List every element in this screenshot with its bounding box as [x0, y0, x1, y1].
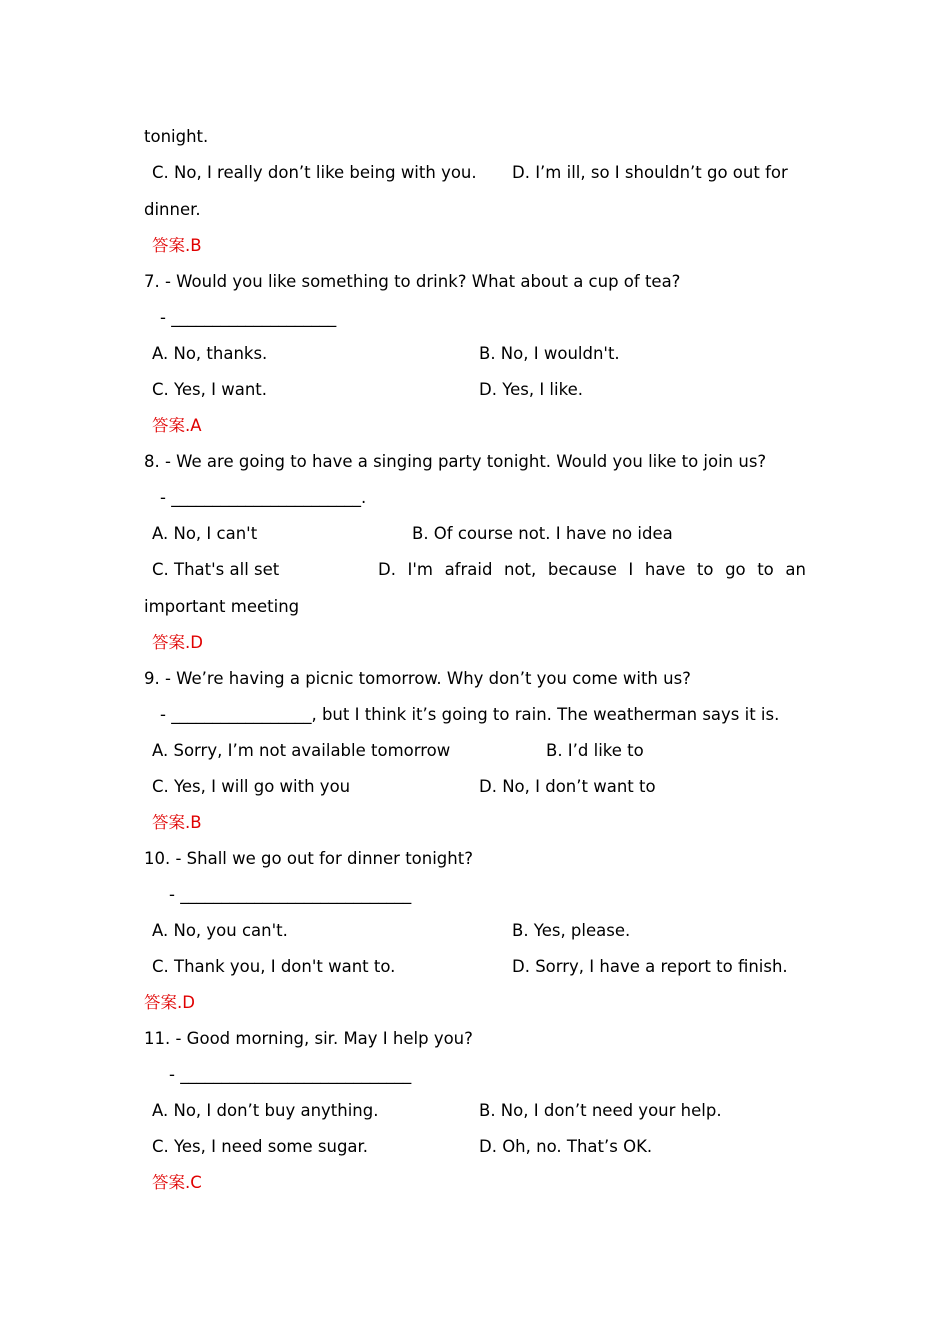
q8-option-c: C. That's all set [152, 560, 280, 579]
q9-answer: 答案.B [152, 813, 202, 832]
q9-option-b: B. I’d like to [546, 741, 644, 760]
q10-blank: - ____________________________ [169, 885, 412, 904]
q8-option-d-word: I [628, 560, 634, 579]
q7-option-a: A. No, thanks. [152, 344, 268, 363]
q8-option-d-word: have [644, 560, 686, 579]
q8-option-d-word: afraid [444, 560, 493, 579]
q11-option-c: C. Yes, I need some sugar. [152, 1137, 369, 1156]
q7-option-b: B. No, I wouldn't. [479, 344, 620, 363]
q8-option-d-word: to [696, 560, 714, 579]
q10-option-c: C. Thank you, I don't want to. [152, 957, 396, 976]
q10-answer: 答案.D [144, 993, 195, 1012]
q8-option-d-continuation: important meeting [144, 597, 300, 616]
q11-option-d: D. Oh, no. That’s OK. [479, 1137, 653, 1156]
q8-option-b: B. Of course not. I have no idea [412, 524, 673, 543]
q7-blank: - ____________________ [160, 308, 337, 327]
q8-option-d-word: because [547, 560, 617, 579]
q6-answer: 答案.B [152, 236, 202, 255]
q8-option-d [378, 560, 806, 580]
q7-question: 7. - Would you like something to drink? What about a cup of tea? [144, 272, 681, 291]
q9-question: 9. - We’re having a picnic tomorrow. Why don’t you come with us? [144, 669, 691, 688]
q11-blank: - ____________________________ [169, 1065, 412, 1084]
q10-option-a: A. No, you can't. [152, 921, 288, 940]
q6-option-c: C. No, I really don’t like being with you. [152, 163, 477, 182]
q10-option-b: B. Yes, please. [512, 921, 631, 940]
q7-option-d: D. Yes, I like. [479, 380, 583, 399]
q11-answer: 答案.C [152, 1173, 202, 1192]
q8-option-d-word: an [785, 560, 806, 579]
q8-option-d-word: to [757, 560, 774, 579]
q8-question: 8. - We are going to have a singing party tonight. Would you like to join us? [144, 452, 767, 471]
q8-option-d-word: go [725, 560, 746, 579]
q8-option-a: A. No, I can't [152, 524, 258, 543]
q6-option-d: D. I’m ill, so I shouldn’t go out for [512, 163, 788, 182]
q11-option-b: B. No, I don’t need your help. [479, 1101, 722, 1120]
q8-answer: 答案.D [152, 633, 203, 652]
q6-option-d-continuation: dinner. [144, 200, 201, 219]
q9-blank: - _________________, but I think it’s going to rain. The weatherman says it is. [160, 705, 780, 724]
q6-continuation: tonight. [144, 127, 209, 146]
q8-option-d-word: I'm [407, 560, 433, 579]
q10-question: 10. - Shall we go out for dinner tonight? [144, 849, 473, 868]
q9-option-d: D. No, I don’t want to [479, 777, 656, 796]
q7-answer: 答案.A [152, 416, 202, 435]
q9-option-c: C. Yes, I will go with you [152, 777, 351, 796]
q8-option-d-word: not, [504, 560, 537, 579]
q11-option-a: A. No, I don’t buy anything. [152, 1101, 379, 1120]
q9-option-a: A. Sorry, I’m not available tomorrow [152, 741, 451, 760]
q8-blank: - _______________________. [160, 488, 367, 507]
q7-option-c: C. Yes, I want. [152, 380, 268, 399]
q8-option-d-word: D. [378, 560, 396, 579]
q10-option-d: D. Sorry, I have a report to finish. [512, 957, 788, 976]
q11-question: 11. - Good morning, sir. May I help you? [144, 1029, 473, 1048]
